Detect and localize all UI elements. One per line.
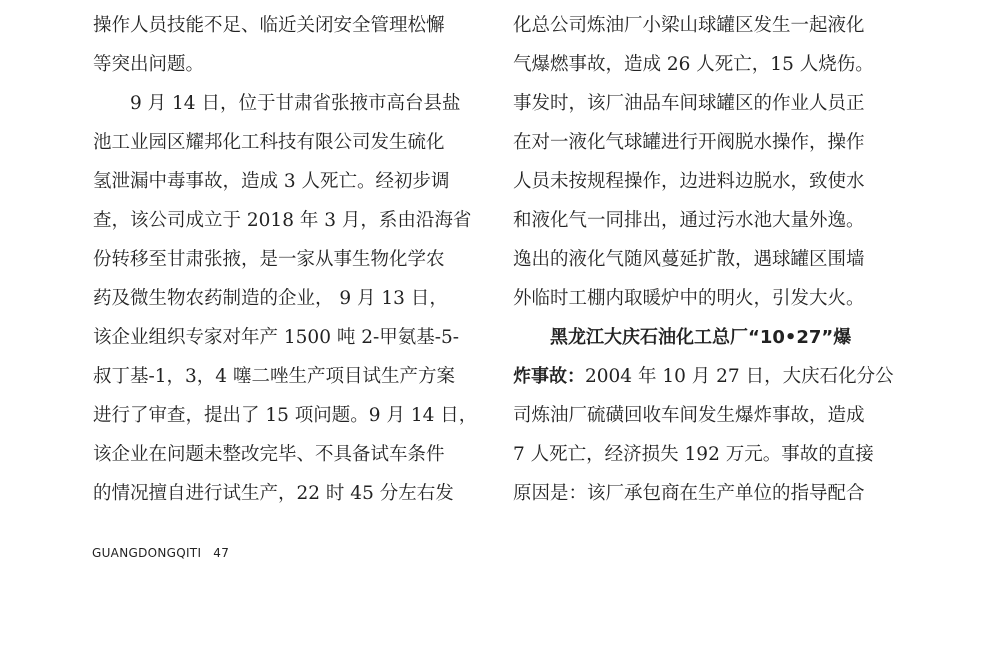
section-heading: 黑龙江大庆石油化工总厂“10•27”爆	[550, 327, 852, 348]
body-line: 的情况擅自进行试生产，22 时 45 分左右发	[93, 483, 454, 504]
magazine-name: GUANGDONGQITI	[92, 546, 202, 560]
body-line: 气爆燃事故，造成 26 人死亡，15 人烧伤。	[513, 54, 874, 75]
body-line: 药及微生物农药制造的企业， 9 月 13 日，	[93, 288, 448, 309]
section-heading-line	[513, 318, 913, 357]
left-text-column	[93, 6, 493, 513]
body-line: 进行了审查，提出了 15 项问题。9 月 14 日，	[93, 405, 478, 426]
paragraph-start-line: 9 月 14 日，位于甘肃省张掖市高台县盐	[130, 93, 461, 114]
body-line: 查，该公司成立于 2018 年 3 月，系由沿海省	[93, 210, 472, 231]
body-line: 池工业园区耀邦化工科技有限公司发生硫化	[93, 132, 445, 153]
body-line: 该企业组织专家对年产 1500 吨 2-甲氨基-5-	[93, 327, 460, 348]
page-number: 47	[213, 546, 230, 560]
body-line: 等突出问题。	[93, 54, 205, 75]
page-footer	[92, 546, 229, 560]
body-line: 份转移至甘肃张掖，是一家从事生物化学农	[93, 249, 445, 270]
body-line: 逸出的液化气随风蔓延扩散，遇球罐区围墙	[513, 249, 865, 270]
body-line: 外临时工棚内取暖炉中的明火，引发大火。	[513, 288, 865, 309]
body-line: 氢泄漏中毒事故，造成 3 人死亡。经初步调	[93, 171, 450, 192]
body-line: 司炼油厂硫磺回收车间发生爆炸事故，造成	[513, 405, 865, 426]
body-line: 化总公司炼油厂小梁山球罐区发生一起液化	[513, 15, 865, 36]
body-line: 该企业在问题未整改完毕、不具备试车条件	[93, 444, 445, 465]
right-text-column	[513, 6, 913, 513]
body-line: 事发时，该厂油品车间球罐区的作业人员正	[513, 93, 865, 114]
body-text: 2004 年 10 月 27 日，大庆石化分公	[585, 366, 894, 387]
body-line: 原因是：该厂承包商在生产单位的指导配合	[513, 483, 865, 504]
section-heading-continuation	[513, 357, 913, 396]
body-line: 在对一液化气球罐进行开阀脱水操作，操作	[513, 132, 865, 153]
body-line: 叔丁基-1，3，4 噻二唑生产项目试生产方案	[93, 366, 455, 387]
body-line: 和液化气一同排出，通过污水池大量外逸。	[513, 210, 865, 231]
body-line: 人员未按规程操作，边进料边脱水，致使水	[513, 171, 865, 192]
body-line: 7 人死亡，经济损失 192 万元。事故的直接	[513, 444, 874, 465]
body-line: 操作人员技能不足、临近关闭安全管理松懈	[93, 15, 445, 36]
section-heading-tail: 炸事故：	[513, 366, 585, 387]
